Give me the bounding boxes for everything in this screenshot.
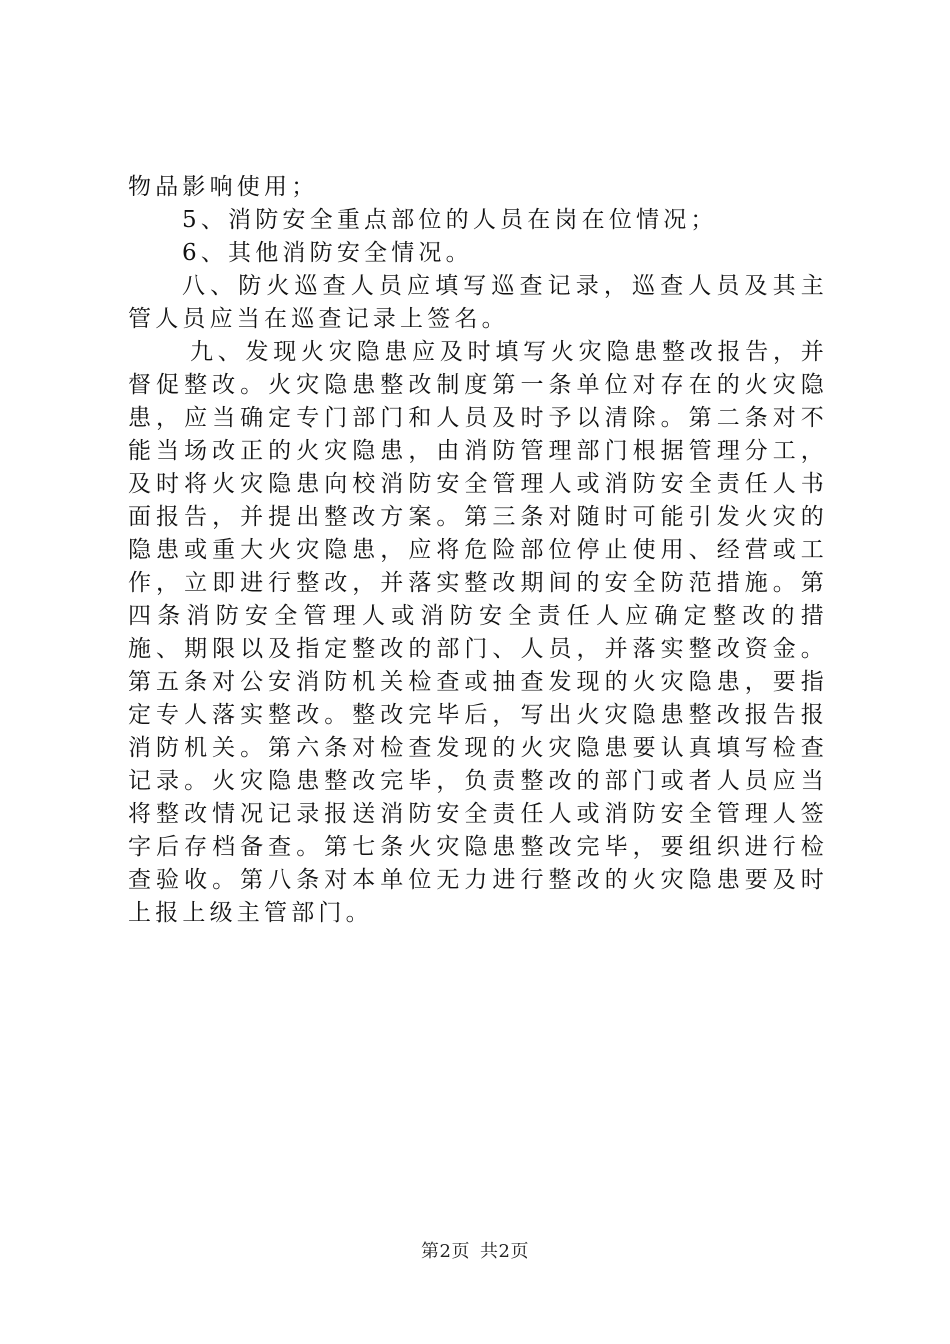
document-body: [128, 171, 828, 930]
page-number: 第2页: [421, 1241, 470, 1262]
page-footer: [0, 1241, 950, 1263]
paragraph-section-8: 八、防火巡查人员应填写巡查记录，巡查人员及其主管人员应当在巡查记录上签名。: [128, 273, 828, 332]
paragraph-section-9: 九、发现火灾隐患应及时填写火灾隐患整改报告，并督促整改。火灾隐患整改制度第一条单位对存在的火灾隐患，应当确定专门部门和人员及时予以清除。第二条对不能当场改正的火灾隐患，由消防管理部门根据管理分工，及时将火灾隐患向校消防安全管理人或消防安全责任人书面报告，并提出整改方案。第三条对随时可能引发火灾的隐患或重大火灾隐患，应将危险部位停止使用、经营或工作，立即进行整改，并落实整改期间的安全防范措施。第四条消防安全管理人或消防安全责任人应确定整改的措施、期限以及指定整改的部门、人员，并落实整改资金。第五条对公安消防机关检查或抽查发现的火灾隐患，要指定专人落实整改。整改完毕后，写出火灾隐患整改报告报消防机关。第六条对检查发现的火灾隐患要认真填写检查记录。火灾隐患整改完毕，负责整改的部门或者人员应当将整改情况记录报送消防安全责任人或消防安全管理人签字后存档备查。第七条火灾隐患整改完毕，要组织进行检查验收。第八条对本单位无力进行整改的火灾隐患要及时上报上级主管部门。: [128, 339, 828, 926]
paragraph-item-6: 6、其他消防安全情况。: [182, 240, 473, 266]
paragraph-continuation: 物品影响使用；: [128, 174, 319, 200]
paragraph-item-5: 5、消防安全重点部位的人员在岗在位情况；: [182, 207, 718, 233]
page-total: 共2页: [480, 1241, 529, 1262]
